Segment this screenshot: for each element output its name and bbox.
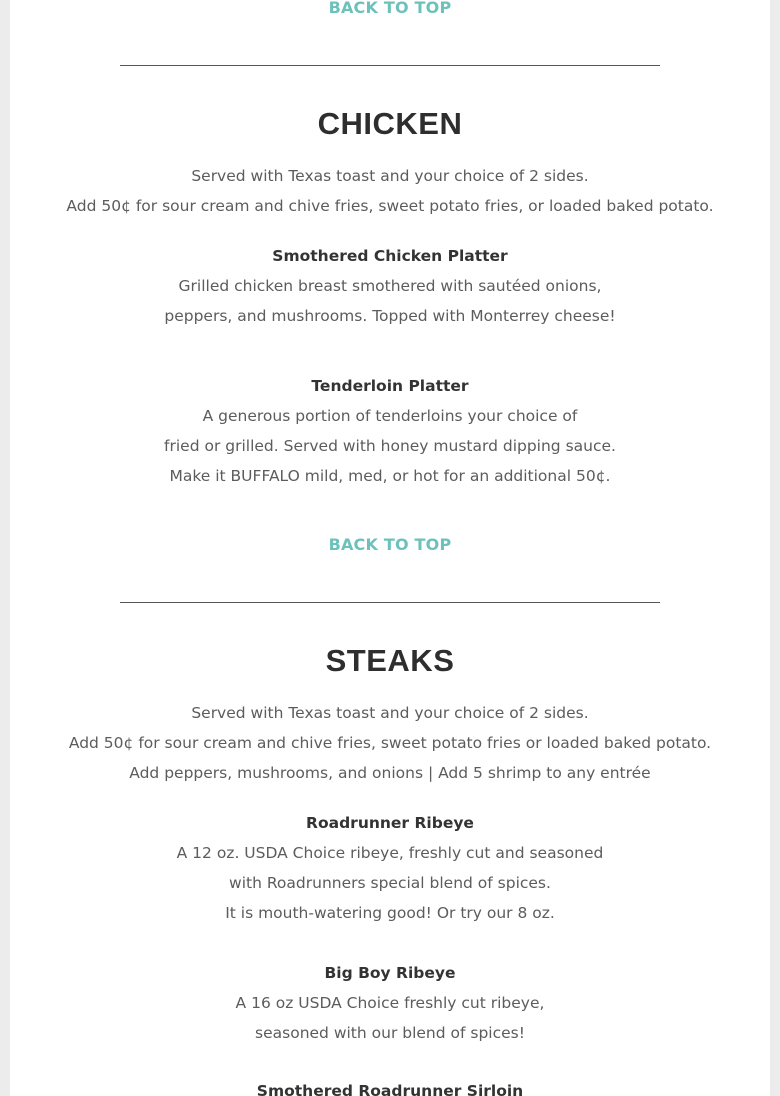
back-to-top-link[interactable]: BACK TO TOP [328, 535, 452, 554]
menu-item-title: Tenderloin Platter [311, 377, 469, 395]
steaks-intro-line: Add peppers, mushrooms, and onions | Add 5 shrimp to any entrée [129, 764, 651, 782]
menu-item-description: with Roadrunners special blend of spices. [229, 874, 551, 892]
menu-item-description: A generous portion of tenderloins your choice of [202, 407, 578, 425]
menu-item-description: A 16 oz USDA Choice freshly cut ribeye, [235, 994, 545, 1012]
menu-item-description: A 12 oz. USDA Choice ribeye, freshly cut and seasoned [176, 844, 604, 862]
section-divider [120, 602, 660, 603]
chicken-intro-line: Served with Texas toast and your choice of 2 sides. [191, 167, 589, 185]
section-divider [120, 65, 660, 66]
menu-item-title: Smothered Roadrunner Sirloin [256, 1082, 524, 1096]
menu-item-description: fried or grilled. Served with honey mustard dipping sauce. [164, 437, 616, 455]
menu-item-title: Smothered Chicken Platter [272, 247, 508, 265]
menu-item-description: It is mouth-watering good! Or try our 8 oz. [225, 904, 555, 922]
back-to-top-link[interactable]: BACK TO TOP [328, 0, 452, 17]
steaks-intro-line: Served with Texas toast and your choice of 2 sides. [191, 704, 589, 722]
steaks-heading: STEAKS [325, 643, 455, 678]
chicken-intro-line: Add 50¢ for sour cream and chive fries, sweet potato fries, or loaded baked potato. [66, 197, 714, 215]
menu-item-title: Roadrunner Ribeye [306, 814, 474, 832]
menu-item-description: peppers, and mushrooms. Topped with Monterrey cheese! [164, 307, 616, 325]
menu-item-description: Make it BUFFALO mild, med, or hot for an additional 50¢. [169, 467, 611, 485]
menu-item-title: Big Boy Ribeye [324, 964, 456, 982]
menu-item-description: seasoned with our blend of spices! [255, 1024, 525, 1042]
steaks-intro-line: Add 50¢ for sour cream and chive fries, sweet potato fries or loaded baked potato. [68, 734, 712, 752]
menu-page [10, 0, 770, 1096]
chicken-heading: CHICKEN [317, 106, 463, 141]
menu-item-description: Grilled chicken breast smothered with sautéed onions, [178, 277, 602, 295]
